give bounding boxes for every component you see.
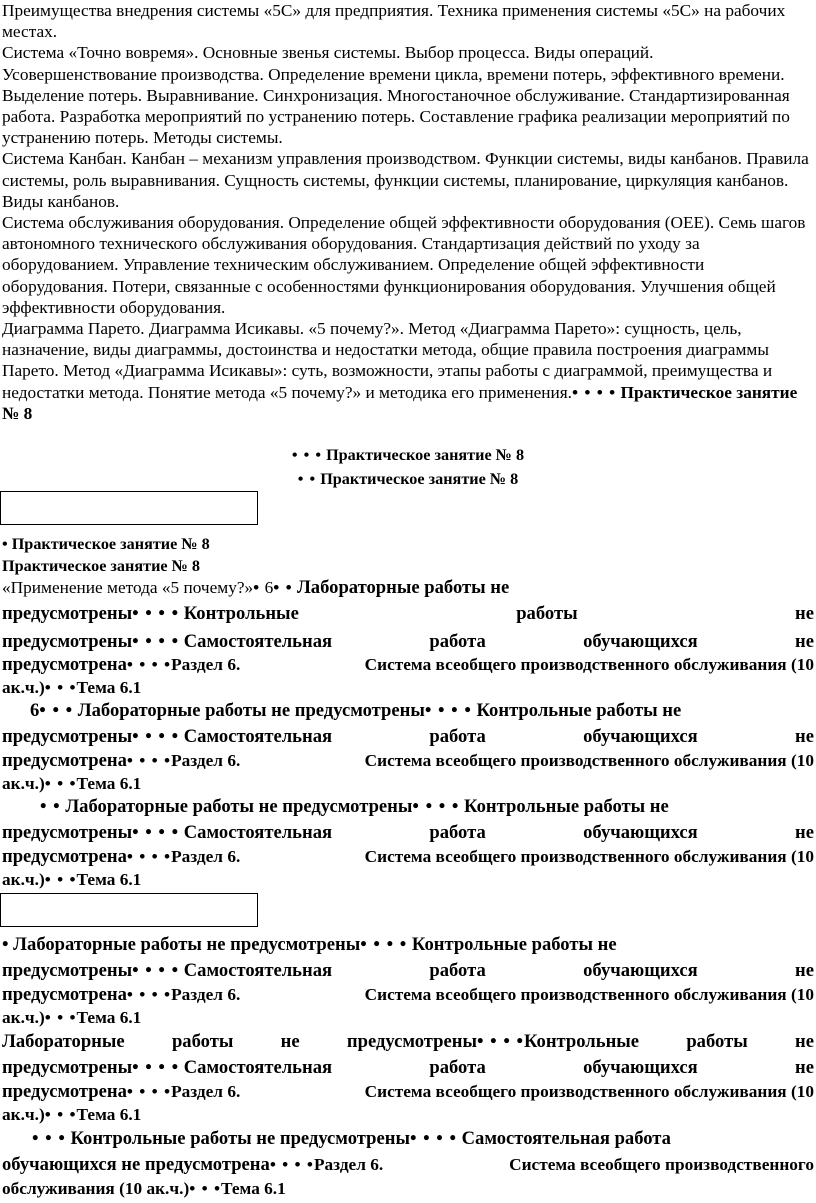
section-line-1: предусмотрена• • • •Раздел 6. Система всеобщего производственного обслуживания (10 <box>2 654 814 675</box>
topic-line-2: ак.ч.)• • •Тема 6.1 <box>2 774 142 793</box>
self-line-4: предусмотрены• • • • Самостоятельная работа обучающихся не <box>2 960 814 981</box>
lab-line-2: 6• • • Лабораторные работы не предусмотрены• • • • Контрольные работы не <box>30 700 682 721</box>
method-line: «Применение метода «5 почему?»• 6• • Лабораторные работы не <box>2 577 510 598</box>
paragraph-oee: Система обслуживания оборудования. Определение общей эффективности оборудования (ОЕЕ). Семь шагов автономного технического обслуживания оборудования. Стандартизация действий по уходу за оборудованием. Управление техническим обслуживанием. Определение общей эффективности оборудования. Потери, связанные с особенностями функционирования оборудования. Улучшения общей эффективности оборудования. <box>2 213 806 317</box>
practical-heading-left: • Практическое занятие № 8 <box>2 535 210 553</box>
practical-heading-centered: • • • Практическое занятие № 8 <box>291 446 525 464</box>
lab-line-3: • • Лабораторные работы не предусмотрены• • • • Контрольные работы не <box>40 796 669 817</box>
section-line-4: предусмотрена• • • •Раздел 6. Система всеобщего производственного обслуживания (10 <box>2 984 814 1005</box>
paragraph-pareto: Диаграмма Парето. Диаграмма Исикавы. «5 почему?». Метод «Диаграмма Парето»: сущность, цель, назначение, виды диаграммы, достоинства и недостатки метода, общие правила построения диаграммы Парето. Метод «Диаграмма Исикавы»: суть, возможности, этапы работы с диаграммой, преимущества и недостатки метода. Понятие метода «5 почему?» и методика его применения.• • • • Практическое занятие № 8 <box>2 319 798 423</box>
lab-line-5: Лабораторные работы не предусмотрены• • • •Контрольные работы не <box>2 1031 814 1052</box>
topic-line-1: ак.ч.)• • •Тема 6.1 <box>2 678 142 697</box>
paragraph-5s: Преимущества внедрения системы «5С» для предприятия. Техника применения системы «5С» на рабочих местах. <box>2 1 786 42</box>
intro-text <box>2 0 810 424</box>
self-line-1: предусмотрены• • • • Самостоятельная работа обучающихся не <box>2 631 814 652</box>
section-line-5: предусмотрена• • • •Раздел 6. Система всеобщего производственного обслуживания (10 <box>2 1081 814 1102</box>
ctrl-line-1: предусмотрены• • • • Контрольные работы не <box>2 603 814 624</box>
self-line-2: предусмотрены• • • • Самостоятельная работа обучающихся не <box>2 726 814 747</box>
self-line-3: предусмотрены• • • • Самостоятельная работа обучающихся не <box>2 822 814 843</box>
topic-line-6: обслуживания (10 ак.ч.)• • •Тема 6.1 <box>2 1179 286 1198</box>
topic-line-3: ак.ч.)• • •Тема 6.1 <box>2 870 142 889</box>
paragraph-jit: Система «Точно вовремя». Основные звенья системы. Выбор процесса. Виды операций. Усовершенствование производства. Определение времени цикла, времени потерь, эффективного времени. Выделение потерь. Выравнивание. Синхронизация. Многостаночное обслуживание. Стандартизированная работа. Разработка мероприятий по устранению потерь. Составление графика реализации мероприятий по устранению потерь. Методы системы. <box>2 43 790 148</box>
ctrl-line-6: • • • Контрольные работы не предусмотрены• • • • Самостоятельная работа <box>32 1128 671 1149</box>
section-line-2: предусмотрена• • • •Раздел 6. Система всеобщего производственного обслуживания (10 <box>2 750 814 771</box>
empty-frame-2 <box>0 893 258 927</box>
section-line-3: предусмотрена• • • •Раздел 6. Система всеобщего производственного обслуживания (10 <box>2 846 814 867</box>
topic-line-4: ак.ч.)• • •Тема 6.1 <box>2 1008 142 1027</box>
lab-line-4: • Лабораторные работы не предусмотрены• • • • Контрольные работы не <box>2 934 617 955</box>
paragraph-kanban: Система Канбан. Канбан – механизм управления производством. Функции системы, виды канбанов. Правила системы, роль выравнивания. Сущность системы, функции системы, планирование, циркуляция канбанов. Виды канбанов. <box>2 149 809 211</box>
topic-line-5: ак.ч.)• • •Тема 6.1 <box>2 1105 142 1124</box>
empty-frame <box>0 491 258 525</box>
self-line-5: предусмотрены• • • • Самостоятельная работа обучающихся не <box>2 1057 814 1078</box>
section-line-6: обучающихся не предусмотрена• • • •Раздел 6. Система всеобщего производственного <box>2 1154 814 1175</box>
practical-heading-centered-2: • • Практическое занятие № 8 <box>297 470 519 488</box>
practical-heading-plain: Практическое занятие № 8 <box>2 557 201 575</box>
